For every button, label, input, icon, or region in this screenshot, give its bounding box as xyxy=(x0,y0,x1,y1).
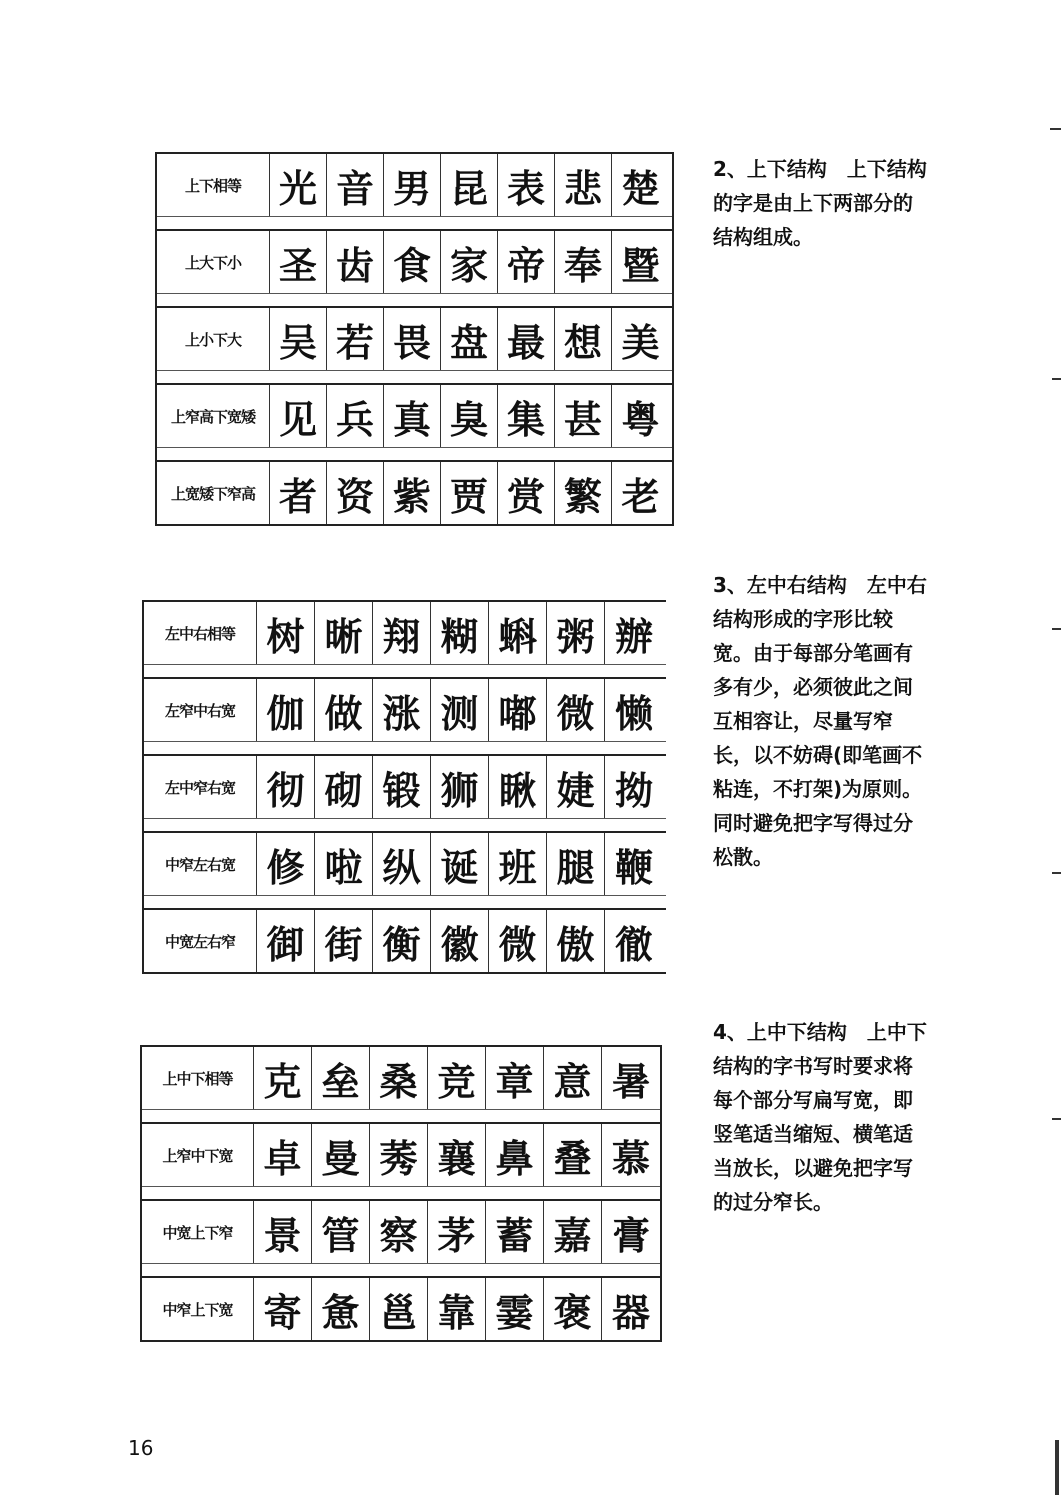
section-note-left-middle-right: 3、左中右结构 左中右结构形成的字形比较宽。由于每部分笔画有多有少，必须彼此之间互相容让，尽量写窄长，以不妨碍(即笔画不粘连，不打架)为原则。同时避免把字写得过分松散。 xyxy=(713,573,927,869)
row-divider xyxy=(157,216,672,229)
character-cell: 测 xyxy=(431,679,489,741)
character-grid-top-bottom xyxy=(155,152,674,526)
character-cell: 狮 xyxy=(431,756,489,818)
row-label: 左中窄右宽 xyxy=(144,756,257,818)
table-row xyxy=(157,152,672,216)
table-row xyxy=(157,229,672,293)
character-cell: 莠 xyxy=(370,1124,428,1186)
table-row xyxy=(144,600,666,664)
character-cell: 紫 xyxy=(384,462,441,524)
character-cell: 老 xyxy=(621,474,660,519)
table-row xyxy=(144,908,666,974)
character-cell: 家 xyxy=(441,231,498,293)
character-cell: 慕 xyxy=(611,1136,650,1181)
character-cell: 懒 xyxy=(614,691,653,736)
character-cell: 瞅 xyxy=(489,756,547,818)
character-cell: 拗 xyxy=(614,768,653,813)
table-row xyxy=(144,677,666,741)
character-grid-top-middle-bottom xyxy=(140,1045,662,1342)
character-cell: 景 xyxy=(254,1201,312,1263)
character-cell: 霎 xyxy=(486,1278,544,1340)
character-cell: 曼 xyxy=(312,1124,370,1186)
character-cell: 者 xyxy=(270,462,327,524)
character-cell: 器 xyxy=(611,1290,650,1335)
character-cell: 资 xyxy=(327,462,384,524)
row-label: 上下相等 xyxy=(157,154,270,216)
character-cell: 章 xyxy=(486,1047,544,1109)
character-cell: 臭 xyxy=(441,385,498,447)
row-label: 上大下小 xyxy=(157,231,270,293)
character-cell: 树 xyxy=(257,602,315,664)
table-row xyxy=(157,460,672,526)
character-grid-left-middle-right xyxy=(142,600,666,974)
row-label: 上窄高下宽矮 xyxy=(157,385,270,447)
character-cell: 茅 xyxy=(428,1201,486,1263)
row-divider xyxy=(157,447,672,460)
character-cell: 翔 xyxy=(373,602,431,664)
character-cell: 徹 xyxy=(614,922,653,967)
character-cell: 彻 xyxy=(257,756,315,818)
character-cell: 鞭 xyxy=(614,845,653,890)
character-cell: 啦 xyxy=(315,833,373,895)
character-cell: 衡 xyxy=(373,910,431,972)
character-cell: 垒 xyxy=(312,1047,370,1109)
character-cell: 膏 xyxy=(611,1213,650,1258)
character-cell: 察 xyxy=(370,1201,428,1263)
character-cell: 管 xyxy=(312,1201,370,1263)
page-number: 16 xyxy=(128,1436,154,1460)
character-cell: 诞 xyxy=(431,833,489,895)
row-label: 上小下大 xyxy=(157,308,270,370)
character-cell: 晰 xyxy=(315,602,373,664)
row-label: 中窄上下宽 xyxy=(142,1278,254,1340)
table-row xyxy=(144,831,666,895)
table-row xyxy=(157,383,672,447)
character-cell: 男 xyxy=(384,154,441,216)
table-row xyxy=(142,1199,660,1263)
character-cell: 想 xyxy=(555,308,612,370)
character-cell: 襄 xyxy=(428,1124,486,1186)
character-cell: 腿 xyxy=(547,833,605,895)
character-cell: 繁 xyxy=(555,462,612,524)
character-cell: 美 xyxy=(621,320,660,365)
character-cell: 真 xyxy=(384,385,441,447)
character-cell: 修 xyxy=(257,833,315,895)
character-cell: 伽 xyxy=(257,679,315,741)
table-row xyxy=(142,1045,660,1109)
character-cell: 集 xyxy=(498,385,555,447)
scan-edge-mark xyxy=(1052,872,1061,874)
character-cell: 徽 xyxy=(431,910,489,972)
row-label: 上宽矮下窄高 xyxy=(157,462,270,524)
scan-edge-mark xyxy=(1050,128,1061,130)
character-cell: 粥 xyxy=(547,602,605,664)
character-cell: 鼻 xyxy=(486,1124,544,1186)
character-cell: 赏 xyxy=(498,462,555,524)
character-cell: 御 xyxy=(257,910,315,972)
character-cell: 嘉 xyxy=(544,1201,602,1263)
character-cell: 食 xyxy=(384,231,441,293)
character-cell: 粤 xyxy=(621,397,660,442)
character-cell: 桑 xyxy=(370,1047,428,1109)
character-cell: 意 xyxy=(544,1047,602,1109)
row-label: 中窄左右宽 xyxy=(144,833,257,895)
row-divider xyxy=(144,664,666,677)
character-cell: 暑 xyxy=(611,1059,650,1104)
character-cell: 表 xyxy=(498,154,555,216)
character-cell: 傲 xyxy=(547,910,605,972)
character-cell: 班 xyxy=(489,833,547,895)
character-cell: 锻 xyxy=(373,756,431,818)
character-cell: 奉 xyxy=(555,231,612,293)
row-label: 中宽上下窄 xyxy=(142,1201,254,1263)
table-row xyxy=(142,1122,660,1186)
row-divider xyxy=(157,370,672,383)
character-cell: 砌 xyxy=(315,756,373,818)
row-label: 中宽左右窄 xyxy=(144,910,257,972)
row-label: 左中右相等 xyxy=(144,602,257,664)
scan-edge-mark xyxy=(1052,378,1061,380)
character-cell: 嘟 xyxy=(489,679,547,741)
character-cell: 靠 xyxy=(428,1278,486,1340)
character-cell: 若 xyxy=(327,308,384,370)
character-cell: 微 xyxy=(547,679,605,741)
character-cell: 寄 xyxy=(254,1278,312,1340)
character-cell: 蓄 xyxy=(486,1201,544,1263)
character-cell: 盘 xyxy=(441,308,498,370)
character-cell: 音 xyxy=(327,154,384,216)
row-divider xyxy=(142,1263,660,1276)
character-cell: 婕 xyxy=(547,756,605,818)
character-cell: 纵 xyxy=(373,833,431,895)
table-row xyxy=(144,754,666,818)
row-divider xyxy=(157,293,672,306)
row-divider xyxy=(144,741,666,754)
row-label: 上窄中下宽 xyxy=(142,1124,254,1186)
character-cell: 光 xyxy=(270,154,327,216)
character-cell: 最 xyxy=(498,308,555,370)
character-cell: 兵 xyxy=(327,385,384,447)
scan-edge-mark xyxy=(1052,1118,1061,1120)
row-label: 上中下相等 xyxy=(142,1047,254,1109)
row-divider xyxy=(144,818,666,831)
scan-edge-mark xyxy=(1055,1440,1059,1495)
character-cell: 暨 xyxy=(621,243,660,288)
table-row xyxy=(157,306,672,370)
character-cell: 昆 xyxy=(441,154,498,216)
character-cell: 街 xyxy=(315,910,373,972)
scan-edge-mark xyxy=(1052,628,1061,630)
row-divider xyxy=(142,1109,660,1122)
character-cell: 做 xyxy=(315,679,373,741)
character-cell: 糊 xyxy=(431,602,489,664)
row-divider xyxy=(142,1186,660,1199)
character-cell: 蝌 xyxy=(489,602,547,664)
character-cell: 悲 xyxy=(555,154,612,216)
character-cell: 褒 xyxy=(544,1278,602,1340)
character-cell: 惫 xyxy=(312,1278,370,1340)
row-divider xyxy=(144,895,666,908)
character-cell: 微 xyxy=(489,910,547,972)
character-cell: 竞 xyxy=(428,1047,486,1109)
character-cell: 吴 xyxy=(270,308,327,370)
character-cell: 涨 xyxy=(373,679,431,741)
character-cell: 邕 xyxy=(370,1278,428,1340)
character-cell: 见 xyxy=(270,385,327,447)
character-cell: 贾 xyxy=(441,462,498,524)
character-cell: 楚 xyxy=(621,166,660,211)
character-cell: 畏 xyxy=(384,308,441,370)
table-row xyxy=(142,1276,660,1342)
character-cell: 甚 xyxy=(555,385,612,447)
section-note-top-middle-bottom: 4、上中下结构 上中下结构的字书写时要求将每个部分写扁写宽，即竖笔适当缩短、横笔适当放长，以避免把字写的过分窄长。 xyxy=(713,1020,927,1214)
character-cell: 克 xyxy=(254,1047,312,1109)
character-cell: 叠 xyxy=(544,1124,602,1186)
character-cell: 帝 xyxy=(498,231,555,293)
character-cell: 齿 xyxy=(327,231,384,293)
section-note-top-bottom: 2、上下结构 上下结构的字是由上下两部分的结构组成。 xyxy=(713,157,927,249)
character-cell: 卓 xyxy=(254,1124,312,1186)
row-label: 左窄中右宽 xyxy=(144,679,257,741)
character-cell: 圣 xyxy=(270,231,327,293)
character-cell: 辦 xyxy=(614,614,653,659)
